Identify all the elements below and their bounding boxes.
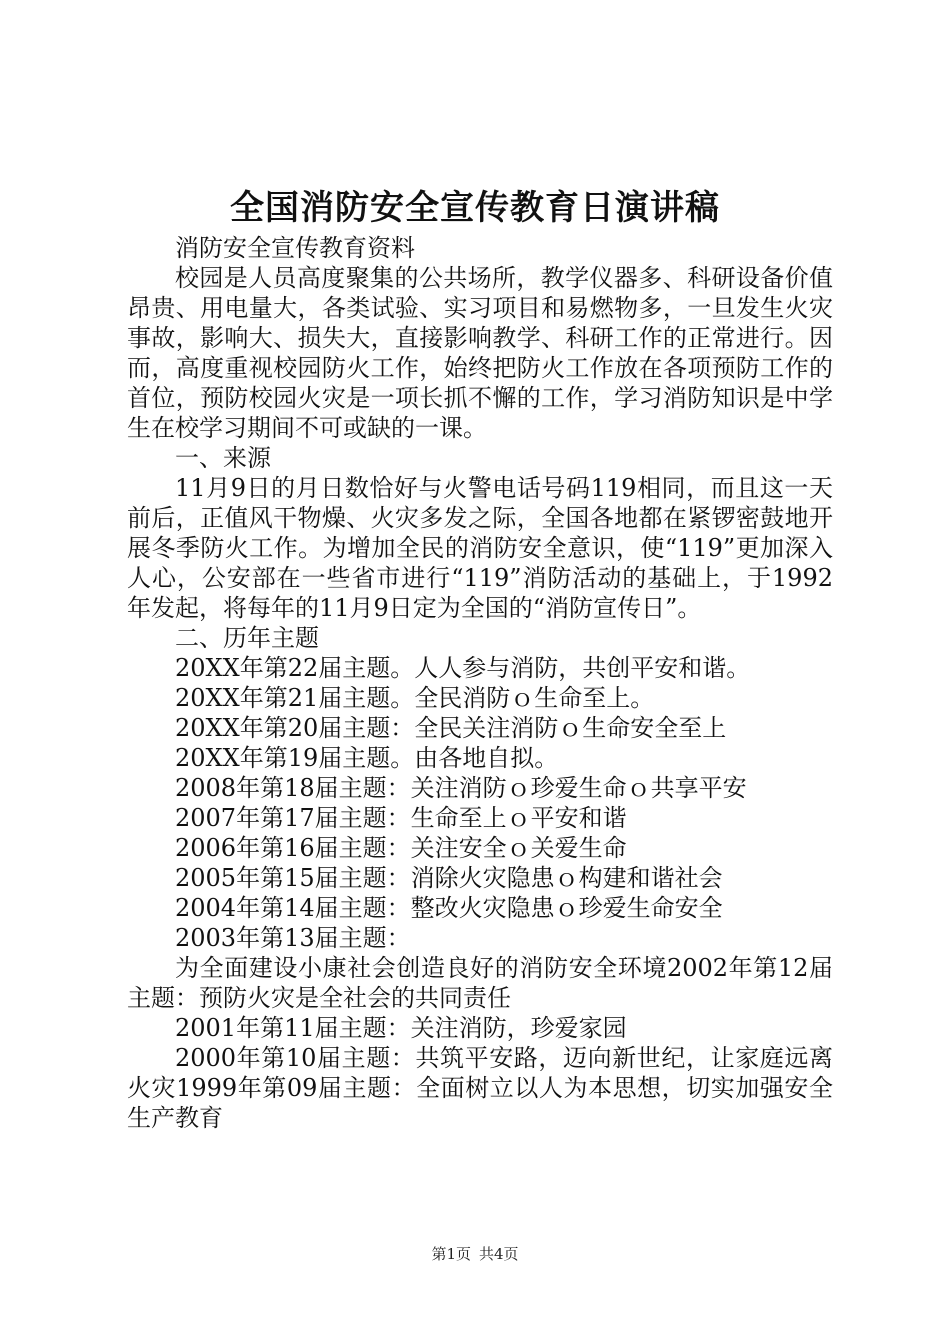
section-heading-themes: 二、历年主题: [175, 624, 319, 652]
theme-item: 20XX年第21届主题。全民消防ｏ生命至上。: [175, 684, 655, 712]
theme-item: 20XX年第20届主题：全民关注消防ｏ生命安全至上: [175, 714, 727, 742]
page-number: 第1页: [431, 1245, 471, 1263]
document-body: [127, 233, 833, 1133]
page-total: 共4页: [479, 1245, 519, 1263]
theme-item: 2003年第13届主题：: [175, 924, 411, 952]
document-title: 全国消防安全宣传教育日演讲稿: [230, 188, 720, 228]
page-footer: [0, 1244, 950, 1264]
theme-item: 2007年第17届主题：生命至上ｏ平安和谐: [175, 804, 627, 832]
paragraph-subtitle: 消防安全宣传教育资料: [175, 234, 415, 262]
theme-item: 为全面建设小康社会创造良好的消防安全环境2002年第12届主题：预防火灾是全社会的共同责任: [127, 954, 833, 1012]
paragraph-origin: 11月9日的月日数恰好与火警电话号码119相同，而且这一天前后，正值风干物燥、火灾多发之际，全国各地都在紧锣密鼓地开展冬季防火工作。为增加全民的消防安全意识，使“119”更加深入人心，公安部在一些省市进行“119”消防活动的基础上，于1992年发起，将每年的11月9日定为全国的“消防宣传日”。: [127, 474, 833, 622]
theme-item: 2001年第11届主题：关注消防，珍爱家园: [175, 1014, 627, 1042]
section-heading-origin: 一、来源: [175, 444, 271, 472]
theme-item: 2006年第16届主题：关注安全ｏ关爱生命: [175, 834, 627, 862]
theme-item: 2005年第15届主题：消除火灾隐患ｏ构建和谐社会: [175, 864, 723, 892]
theme-item: 20XX年第22届主题。人人参与消防，共创平安和谐。: [175, 654, 751, 682]
theme-item: 2004年第14届主题：整改火灾隐患ｏ珍爱生命安全: [175, 894, 723, 922]
theme-item: 20XX年第19届主题。由各地自拟。: [175, 744, 559, 772]
theme-item: 2000年第10届主题：共筑平安路，迈向新世纪，让家庭远离火灾1999年第09届主题：全面树立以人为本思想，切实加强安全生产教育: [127, 1044, 833, 1132]
theme-item: 2008年第18届主题：关注消防ｏ珍爱生命ｏ共享平安: [175, 774, 747, 802]
paragraph-intro: 校园是人员高度聚集的公共场所，教学仪器多、科研设备价值昂贵、用电量大，各类试验、实习项目和易燃物多，一旦发生火灾事故，影响大、损失大，直接影响教学、科研工作的正常进行。因而，高度重视校园防火工作，始终把防火工作放在各项预防工作的首位，预防校园火灾是一项长抓不懈的工作，学习消防知识是中学生在校学习期间不可或缺的一课。: [127, 264, 833, 442]
